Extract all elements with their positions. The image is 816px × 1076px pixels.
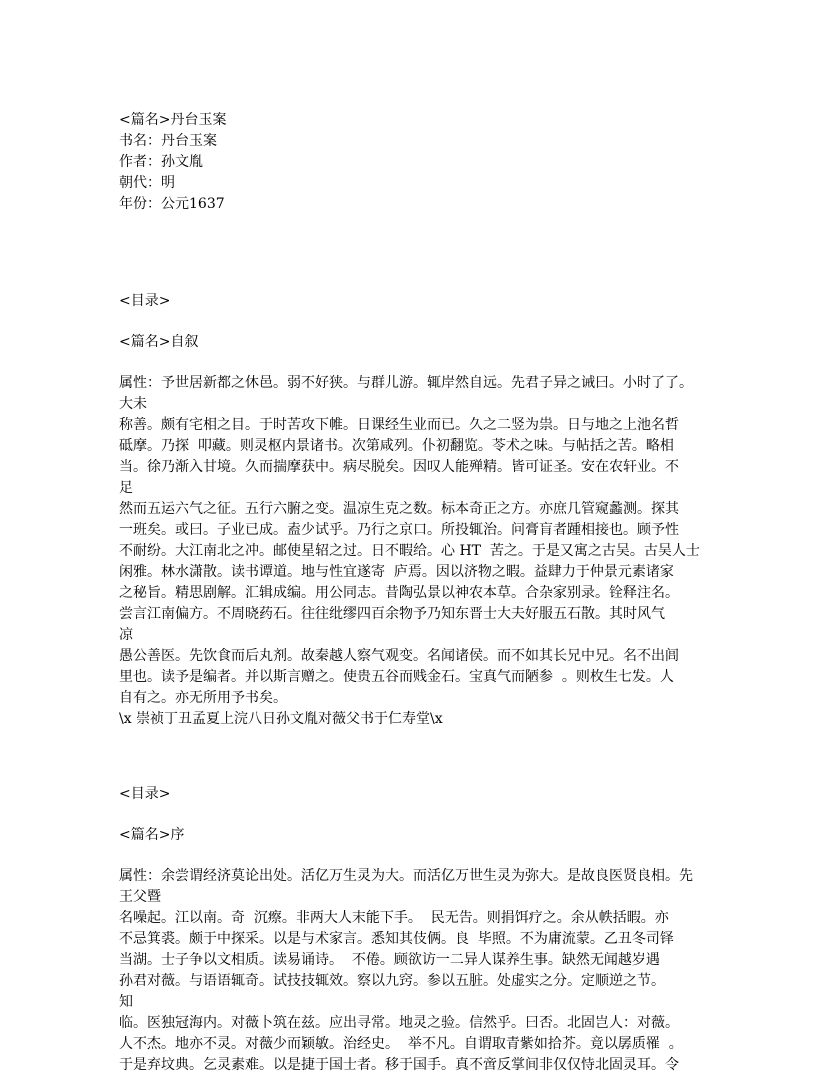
body-line: 当湖。士子争以文相质。读易诵诗。 不倦。顾欲访一二异人谋养生事。缺然无闻越岁遇 — [119, 952, 660, 968]
body-line: 足 — [119, 480, 133, 496]
body-line: 知 — [119, 994, 133, 1010]
body-line: 王父暨 — [119, 889, 161, 905]
body-line: 砥摩。乃探 叩藏。则灵枢内景诸书。次第咸列。仆初翻览。苓术之味。与帖括之苦。略相 — [119, 438, 674, 454]
body-line: 一班矣。或曰。子业已成。盍少试乎。乃行之京口。所投辄治。问膏肓者踵相接也。顾予性 — [119, 522, 679, 538]
signature-line: \x 崇祯丁丑孟夏上浣八日孙文胤对薇父书于仁寿堂\x — [119, 711, 443, 727]
year: 年份：公元1637 — [119, 196, 225, 212]
body-line: 凉 — [119, 627, 133, 643]
section-body — [119, 373, 719, 730]
body-line: 闲雅。林水潇散。读书谭道。地与性宜遂寄 庐焉。因以济物之暇。益肆力于仲景元素诸家 — [119, 564, 674, 580]
body-line: 于是弃坟典。乞灵素难。以是捷于国士者。移于国手。真不啻反掌间非仅仅恃北固灵耳。令 — [119, 1057, 679, 1073]
body-line: 人不杰。地亦不灵。对薇少而颖敏。治经史。 举不凡。自谓取青紫如拾芥。竟以孱质罹 。 — [119, 1036, 683, 1052]
document-page — [119, 110, 719, 1076]
body-line: 属性：予世居新都之休邑。弱不好狭。与群儿游。辄岸然自远。先君子异之诫曰。小时了了。 — [119, 375, 693, 391]
section-title: <篇名>序 — [119, 827, 185, 843]
section-preface — [119, 784, 719, 1076]
author: 作者：孙文胤 — [119, 154, 203, 170]
section-preface-self — [119, 291, 719, 730]
toc-label: <目录> — [119, 293, 171, 309]
body-line: 临。医独冠海内。对薇卜筑在兹。应出寻常。地灵之验。信然乎。曰否。北固岂人：对薇。 — [119, 1015, 679, 1031]
body-line: 名噪起。江以南。奇 沉瘵。非两大人末能下手。 民无告。则捐饵疗之。余从帙括暇。亦 — [119, 910, 669, 926]
body-line: 然而五运六气之征。五行六腑之变。温凉生克之数。标本奇正之方。亦庶几管窥蠡测。探其 — [119, 501, 679, 517]
body-line: 不耐纷。大江南北之冲。邮使星轺之过。日不暇给。心 HT 苦之。于是又寓之古吴。古吴人士 — [119, 543, 700, 559]
body-line: 愚公善医。先饮食而后丸剂。故秦越人察气观变。名闻诸侯。而不如其长兄中兄。名不出闾 — [119, 648, 679, 664]
body-line: 孙君对薇。与语语辄奇。试技技辄效。察以九窍。参以五脏。处虚实之分。定顺逆之节。 — [119, 973, 665, 989]
toc-label: <目录> — [119, 786, 171, 802]
chapter-label: <篇名>丹台玉案 — [119, 112, 227, 128]
body-line: 里也。读予是编者。并以斯言赠之。使贵五谷而贱金石。宝真气而陋参 。则枚生七发。人 — [119, 669, 674, 685]
book-title: 书名：丹台玉案 — [119, 133, 217, 149]
body-line: 属性：余尝谓经济莫论出处。活亿万生灵为大。而活亿万世生灵为弥大。是故良医贤良相。先 — [119, 868, 693, 884]
book-header — [119, 110, 719, 215]
section-title: <篇名>自叙 — [119, 334, 199, 350]
body-line: 大未 — [119, 396, 147, 412]
body-line: 尝言江南偏方。不周晓药石。往往纰缪四百余物予乃知东晋士大夫好服五石散。其时风气 — [119, 606, 665, 622]
body-line: 称善。颇有宅相之目。于时苦攻下帷。日课经生业而已。久之二竖为祟。日与地之上池名哲 — [119, 417, 679, 433]
body-line: 之秘旨。精思剧解。汇辑成编。用公同志。昔陶弘景以神农本草。合杂家别录。铨释注名。 — [119, 585, 679, 601]
dynasty: 朝代：明 — [119, 175, 175, 191]
section-body — [119, 866, 719, 1076]
body-line: 不忌箕裘。颇于中探采。以是与术家言。悉知其伎俩。良 毕照。不为庸流蒙。乙丑冬司铎 — [119, 931, 674, 947]
body-line: 自有之。亦无所用予书矣。 — [119, 690, 287, 706]
body-line: 当。徐乃渐入甘境。久而揣摩获中。病尽脱矣。因叹人能殚精。皆可证圣。安在农轩业。不 — [119, 459, 679, 475]
